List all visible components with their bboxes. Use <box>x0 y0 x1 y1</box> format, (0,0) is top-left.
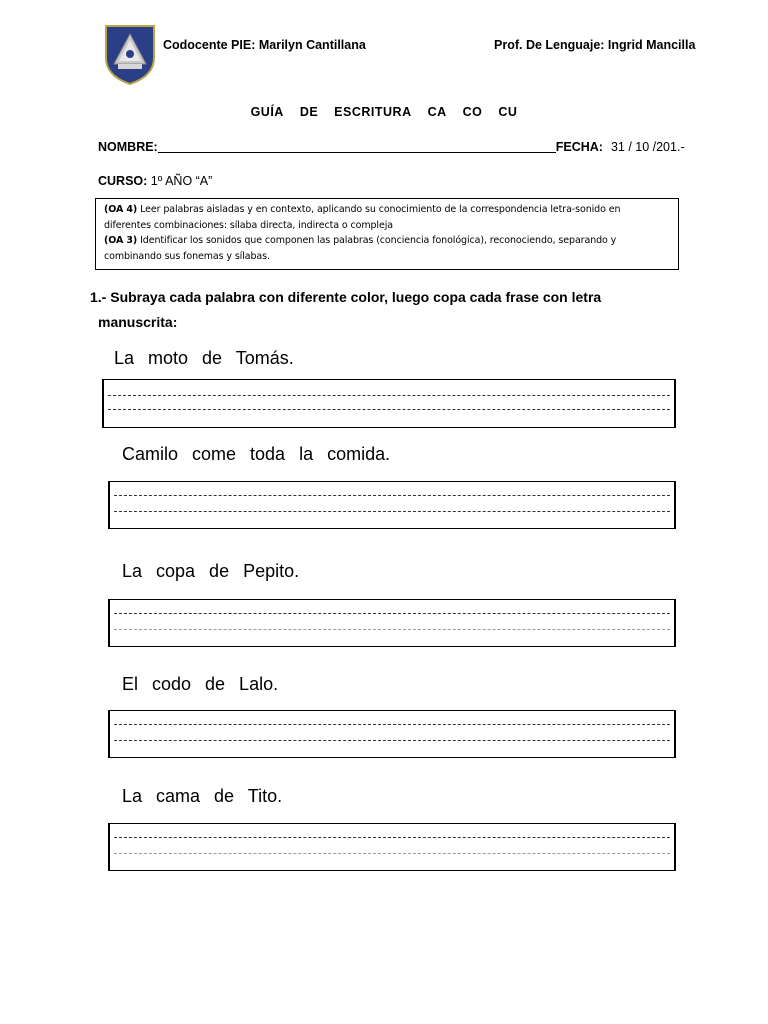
guide-line <box>114 853 670 854</box>
writing-box-4[interactable] <box>108 710 676 758</box>
title-word: CA <box>427 105 447 119</box>
fecha-label: FECHA: <box>555 140 603 154</box>
guide-line <box>108 395 670 396</box>
nombre-fecha-row <box>98 140 685 154</box>
title-word: CO <box>462 105 483 119</box>
title-word: GUÍA <box>250 105 284 119</box>
sentence-1: La moto de Tomás. <box>114 348 294 368</box>
title-word: ESCRITURA <box>334 105 412 119</box>
guide-line <box>108 409 670 410</box>
instruction-line-2: manuscrita: <box>98 314 178 330</box>
curso-label: CURSO: <box>98 174 148 188</box>
guide-line <box>114 495 670 496</box>
writing-box-3[interactable] <box>108 599 676 647</box>
writing-box-1[interactable] <box>102 379 676 428</box>
sentence-4: El codo de Lalo. <box>122 674 279 694</box>
guide-line <box>114 629 670 630</box>
writing-box-5[interactable] <box>108 823 676 871</box>
oa4-code: (OA 4) <box>104 204 138 215</box>
objective-oa3 <box>104 233 670 264</box>
guide-line <box>114 511 670 512</box>
school-logo <box>104 24 156 86</box>
guide-line <box>114 724 670 725</box>
instruction <box>90 285 690 335</box>
title-word: CU <box>498 105 518 119</box>
title-word: DE <box>299 105 319 119</box>
instruction-line-1: 1.- Subraya cada palabra con diferente color, luego copa cada frase con letra <box>90 289 602 305</box>
curso-value: 1º AÑO “A” <box>147 174 213 188</box>
fecha-value: 31 / 10 /201.- <box>610 140 685 154</box>
nombre-blank-line[interactable] <box>158 140 556 153</box>
sentence-2: Camilo come toda la comida. <box>122 444 391 464</box>
writing-box-2[interactable] <box>108 481 676 529</box>
guide-line <box>114 613 670 614</box>
guide-line <box>114 740 670 741</box>
codocente-label: Codocente PIE: Marilyn Cantillana <box>163 38 366 52</box>
oa3-code: (OA 3) <box>104 235 138 246</box>
page-title <box>0 105 768 119</box>
oa4-text: Leer palabras aisladas y en contexto, aplicando su conocimiento de la correspondencia letra-sonido en diferentes combinaciones: sílaba directa, indirecta o compleja <box>104 204 621 231</box>
curso-row <box>98 174 212 188</box>
objectives-box <box>95 198 679 270</box>
nombre-label: NOMBRE: <box>98 140 158 154</box>
oa3-text: Identificar los sonidos que componen las palabras (conciencia fonológica), reconociendo, separando y combinando sus fonemas y sílabas. <box>104 235 617 262</box>
sentence-3: La copa de Pepito. <box>122 561 300 581</box>
profesor-label: Prof. De Lenguaje: Ingrid Mancilla <box>494 38 696 52</box>
sentence-5: La cama de Tito. <box>122 786 283 806</box>
objective-oa4 <box>104 202 670 233</box>
guide-line <box>114 837 670 838</box>
